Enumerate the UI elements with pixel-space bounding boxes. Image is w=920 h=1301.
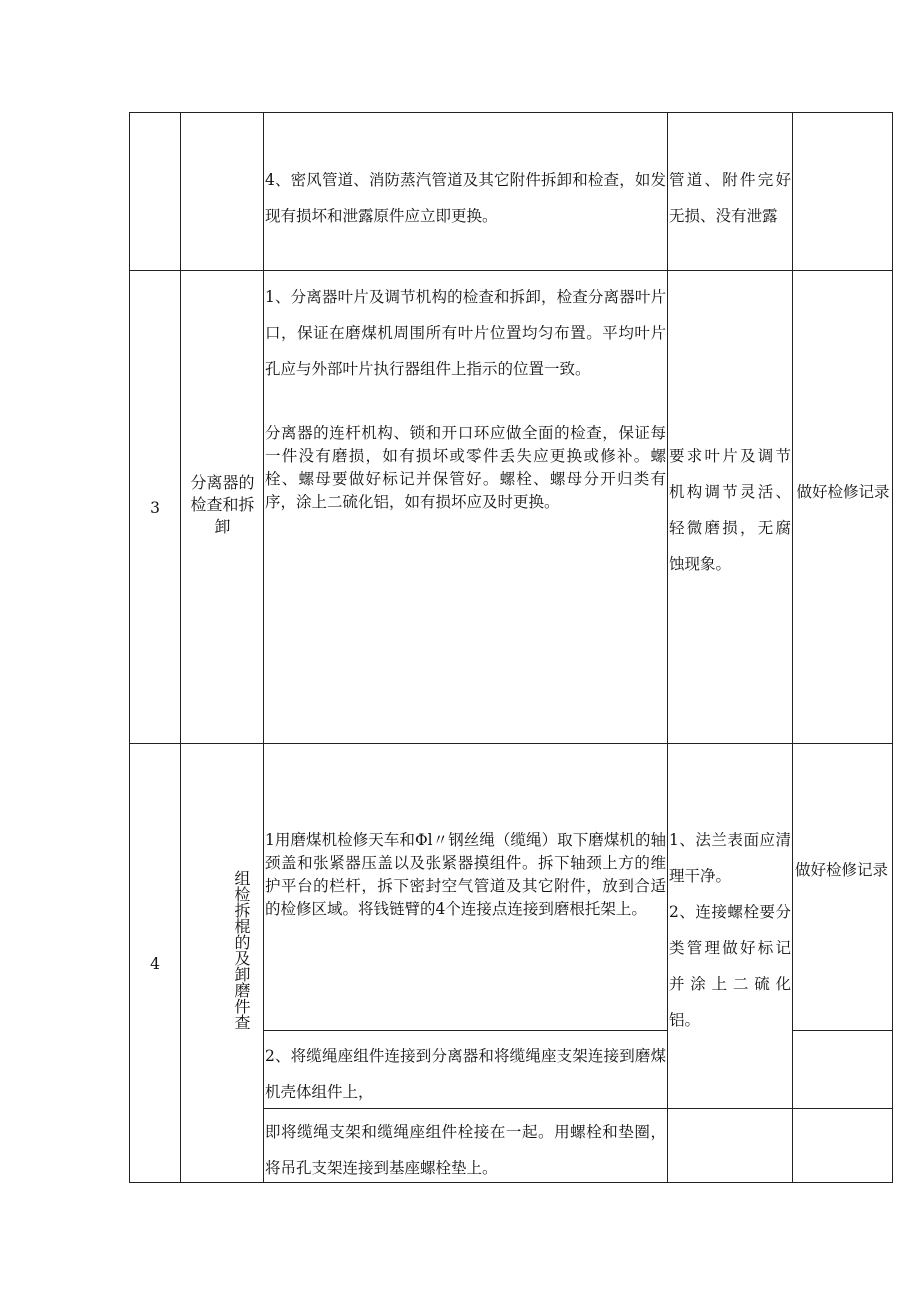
row3-standard: 要求叶片及调节机构调节灵活、轻微磨损，无腐蚀现象。 xyxy=(669,447,791,573)
row4-standard: 1、法兰表面应清理干净。 2、连接螺栓要分类管理做好标记并涂上二硫化铝。 xyxy=(669,831,791,1029)
row-cont-content: 4、密风管道、消防蒸汽管道及其它附件拆卸和检查，如发现有损坏和泄露原件应立即更换。 xyxy=(265,171,666,225)
row4-item: 组检拆棍的及卸磨件查 xyxy=(232,870,251,1030)
row-divider xyxy=(129,270,893,271)
row3-number: 3 xyxy=(150,499,160,517)
row4-content-a: 1用磨煤机检修天车和Φl〃钢丝绳（缆绳）取下磨煤机的轴颈盖和张紧器压盖以及张紧器摸组件。拆下轴颈上方的维护平台的栏杆，拆下密封空气管道及其它附件，放到合适的检修区域。将钱链臂的4个连接点连接到磨根托架上。 xyxy=(265,831,666,918)
row3-remark: 做好检修记录 xyxy=(796,483,890,501)
row3-item: 分离器的检查和拆卸 xyxy=(190,473,255,536)
col-divider xyxy=(667,112,668,1183)
row3-content-p1: 1、分离器叶片及调节机构的检查和拆卸，检查分离器叶片口，保证在磨煤机周围所有叶片位置均匀布置。平均叶片孔应与外部叶片执行器组件上指示的位置一致。 xyxy=(265,288,666,378)
col-divider xyxy=(792,112,793,1183)
row4-remark: 做好检修记录 xyxy=(795,861,889,879)
cell-divider xyxy=(263,1030,667,1031)
table-border-right xyxy=(892,112,893,1183)
row4-content-c: 即将缆绳支架和缆绳座组件栓接在一起。用螺栓和垫圈，将吊孔支架连接到基座螺栓垫上。 xyxy=(265,1123,666,1177)
row-cont-standard: 管道、附件完好无损、没有泄露 xyxy=(669,171,791,225)
row-divider xyxy=(129,743,893,744)
col-divider xyxy=(263,112,264,1183)
table-border-left xyxy=(129,112,130,1183)
cell-divider xyxy=(792,1030,893,1031)
col-divider xyxy=(180,112,181,1183)
row4-number: 4 xyxy=(150,955,160,973)
row4-content-b: 2、将缆绳座组件连接到分离器和将缆绳座支架连接到磨煤机壳体组件上， xyxy=(265,1047,666,1101)
row3-content-p2: 分离器的连杆机构、锁和开口环应做全面的检查，保证每一件没有磨损，如有损坏或零件丢失应更换或修补。螺栓、螺母要做好标记并保管好。螺栓、螺母分开归类有序，涂上二硫化铝，如有损坏应及时更换。 xyxy=(265,424,666,511)
table-border-top xyxy=(129,112,893,113)
